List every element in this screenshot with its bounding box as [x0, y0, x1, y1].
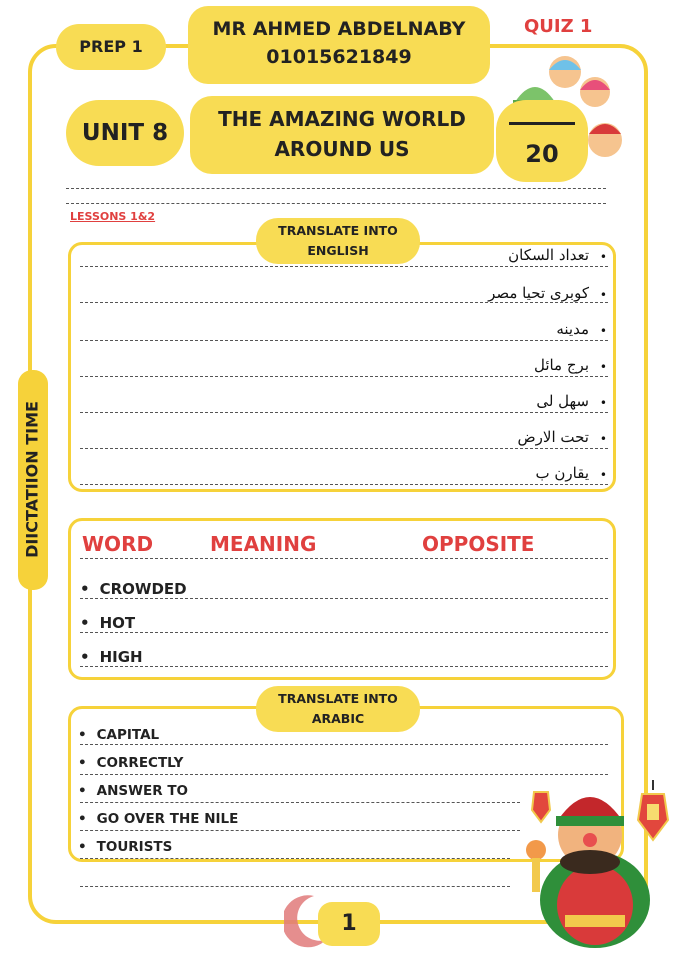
translate-english-title: TRANSLATE INTO ENGLISH [256, 218, 420, 264]
lantern-icon [530, 784, 552, 828]
teacher-name: MR AHMED ABDELNABY [212, 18, 466, 40]
grade-badge: PREP 1 [56, 24, 166, 70]
arabic-translate-item: • TOURISTS [78, 839, 172, 855]
page-number: 1 [318, 902, 380, 946]
arabic-translate-item: • ANSWER TO [78, 783, 188, 799]
arabic-translate-item: • CORRECTLY [78, 755, 183, 771]
unit-title [190, 96, 494, 174]
arabic-item: مدينه [556, 320, 589, 338]
col-word: WORD [82, 532, 154, 556]
bullet-icon: • [599, 360, 607, 374]
side-label-text: DIICTATIION TIME [22, 401, 42, 558]
arabic-item: برج مائل [533, 356, 589, 374]
bullet-icon: • [599, 324, 607, 338]
arabic-item: تحت الارض [517, 428, 589, 446]
word-item: • HOT [80, 614, 135, 632]
teacher-banner [188, 6, 490, 84]
arabic-item: كوبرى تحيا مصر [488, 284, 589, 302]
arabic-item: تعداد السكان [508, 246, 589, 264]
translate-arabic-title: TRANSLATE INTO ARABIC [256, 686, 420, 732]
lessons-label: LESSONS 1&2 [70, 210, 156, 223]
word-item: • HIGH [80, 648, 143, 666]
unit-title-line2: AROUND US [274, 137, 410, 161]
bullet-icon: • [599, 432, 607, 446]
col-meaning: MEANING [210, 532, 317, 556]
word-item: • CROWDED [80, 580, 187, 598]
lantern-icon [636, 780, 670, 850]
score-box [496, 100, 588, 182]
quiz-label: QUIZ 1 [524, 16, 593, 37]
bullet-icon: • [599, 288, 607, 302]
unit-title-line1: THE AMAZING WORLD [218, 107, 466, 131]
arabic-item: سهل لى [536, 392, 589, 410]
score-total: 20 [525, 140, 559, 168]
col-opposite: OPPOSITE [422, 532, 535, 556]
bullet-icon: • [599, 250, 607, 264]
arabic-translate-item: • GO OVER THE NILE [78, 811, 238, 827]
unit-badge: UNIT 8 [66, 100, 184, 166]
score-blank [509, 122, 575, 125]
teacher-phone: 01015621849 [266, 46, 412, 68]
bullet-icon: • [599, 396, 607, 410]
arabic-translate-item: • CAPITAL [78, 727, 159, 743]
bullet-icon: • [599, 468, 607, 482]
arabic-item: يقارن ب [535, 464, 589, 482]
